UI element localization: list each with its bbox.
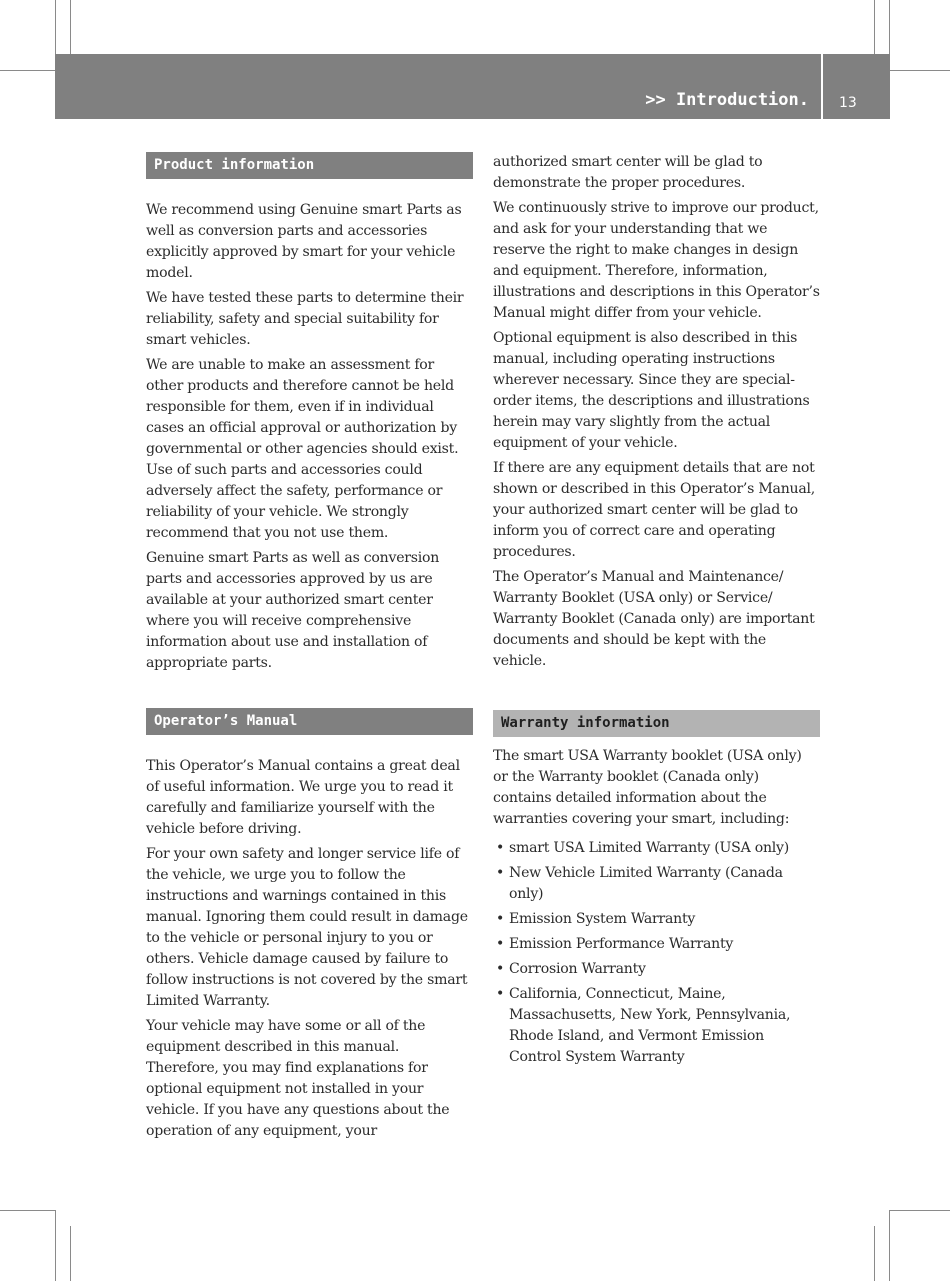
crop-mark	[874, 0, 875, 54]
operators-manual-heading: Operator’s Manual	[146, 708, 473, 735]
bullet-icon: •	[496, 961, 505, 977]
page-header-bar	[55, 54, 821, 119]
body-paragraph: authorized smart center will be glad to demonstrate the proper procedures.	[493, 154, 763, 191]
body-paragraph: If there are any equipment details that are not shown or described in this Operator’s Manual, your authorized smart center will be glad to inform you of correct care and operating procedures.	[493, 460, 816, 560]
body-paragraph: We continuously strive to improve our product, and ask for your understanding that we reserve the right to make changes in design and equipment. Therefore, information, illustrations and descriptions in this Operator’s Manual might differ from your vehicle.	[493, 200, 820, 321]
right-column	[493, 152, 820, 1072]
section-title: >> Introduction.	[645, 90, 809, 110]
crop-mark	[70, 0, 71, 54]
crop-mark	[874, 1226, 875, 1281]
warranty-list-item	[493, 934, 820, 955]
bullet-icon: •	[496, 936, 505, 952]
bullet-icon: •	[496, 840, 505, 856]
warranty-intro: The smart USA Warranty booklet (USA only) or the Warranty booklet (Canada only) contains detailed information about the warranties covering your smart, including:	[493, 748, 802, 827]
operators-manual-paragraph: This Operator’s Manual contains a great deal of useful information. We urge you to read it carefully and familiarize yourself with the vehicle before driving.	[146, 758, 460, 837]
operators-manual-paragraph: Your vehicle may have some or all of the equipment described in this manual. Therefore, you may find explanations for optional equipment not installed in your vehicle. If you have any questions about the operation of any equipment, your	[146, 1018, 450, 1139]
warranty-item-text: Emission Performance Warranty	[509, 936, 734, 952]
crop-mark	[889, 0, 890, 54]
crop-mark	[889, 1210, 890, 1281]
warranty-list-item	[493, 959, 820, 980]
product-information-heading: Product information	[146, 152, 473, 179]
warranty-item-text: California, Connecticut, Maine, Massachusetts, New York, Pennsylvania, Rhode Island, and Vermont Emission Control System Warranty	[509, 986, 791, 1065]
warranty-item-text: smart USA Limited Warranty (USA only)	[509, 840, 790, 856]
crop-mark	[0, 70, 55, 71]
product-info-paragraph: We are unable to make an assessment for other products and therefore cannot be held responsible for them, even if in individual cases an official approval or authorization by governmental or other agencies should exist. Use of such parts and accessories could adversely affect the safety, performance or reliability of your vehicle. We strongly recommend that you not use them.	[146, 357, 459, 541]
crop-mark	[890, 1210, 950, 1211]
warranty-list-item	[493, 838, 820, 859]
warranty-list	[493, 838, 820, 1068]
crop-mark	[890, 70, 950, 71]
product-info-paragraph: Genuine smart Parts as well as conversion parts and accessories approved by us are available at your authorized smart center where you will receive comprehensive information about use and installation of appropriate parts.	[146, 550, 440, 671]
operators-manual-paragraph: For your own safety and longer service life of the vehicle, we urge you to follow the instructions and warnings contained in this manual. Ignoring them could result in damage to the vehicle or personal injury to you or others. Vehicle damage caused by failure to follow instructions is not covered by the smart Limited Warranty.	[146, 846, 468, 1009]
product-info-paragraph: We recommend using Genuine smart Parts as well as conversion parts and accessories explicitly approved by smart for your vehicle model.	[146, 202, 462, 281]
left-column	[146, 152, 473, 1146]
bullet-icon: •	[496, 865, 505, 881]
crop-mark	[55, 1210, 56, 1281]
warranty-item-text: Corrosion Warranty	[509, 961, 646, 977]
warranty-list-item	[493, 909, 820, 930]
page-number: 13	[839, 95, 857, 111]
warranty-information-heading: Warranty information	[493, 710, 820, 737]
body-paragraph: The Operator’s Manual and Maintenance/ Warranty Booklet (USA only) or Service/ Warranty Booklet (Canada only) are important documents and should be kept with the vehicle.	[493, 569, 815, 669]
warranty-list-item	[493, 984, 820, 1068]
crop-mark	[70, 1226, 71, 1281]
warranty-item-text: Emission System Warranty	[509, 911, 696, 927]
warranty-item-text: New Vehicle Limited Warranty (Canada only)	[509, 865, 783, 902]
bullet-icon: •	[496, 911, 505, 927]
product-info-paragraph: We have tested these parts to determine their reliability, safety and special suitability for smart vehicles.	[146, 290, 464, 348]
page-number-box	[823, 54, 890, 119]
body-paragraph: Optional equipment is also described in this manual, including operating instructions wherever necessary. Since they are special-order items, the descriptions and illustrations herein may vary slightly from the actual equipment of your vehicle.	[493, 330, 810, 451]
crop-mark	[0, 1210, 55, 1211]
warranty-list-item	[493, 863, 820, 905]
crop-mark	[55, 0, 56, 54]
bullet-icon: •	[496, 986, 505, 1002]
